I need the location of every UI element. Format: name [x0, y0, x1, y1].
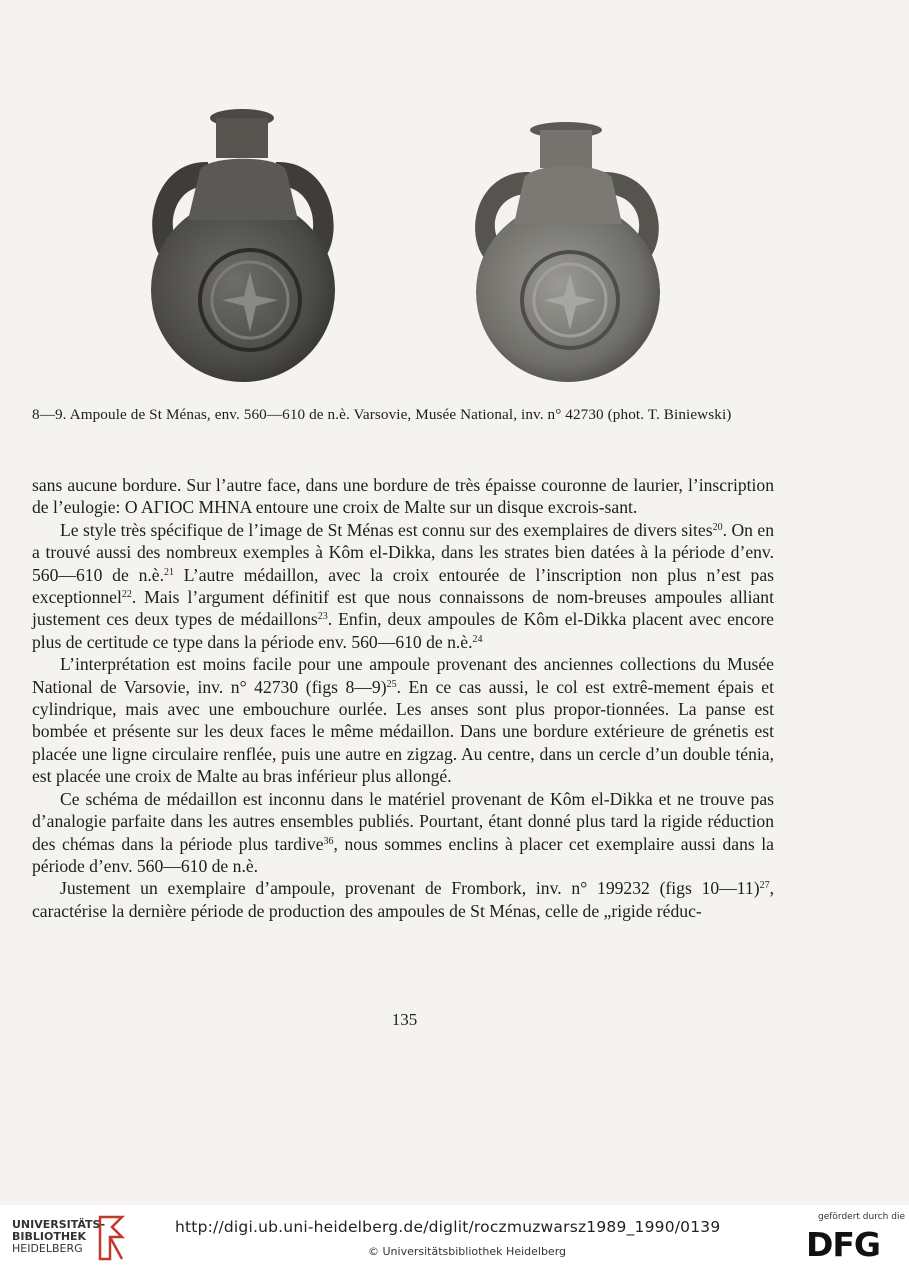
text-run: Le style très spécifique de l’image de St Ménas est connu sur des exemplaires de divers sites	[60, 519, 713, 540]
footnote-ref-22: 22	[121, 589, 132, 601]
text-run: , nous sommes enclins à placer cet exemplaire aussi dans la période d’env. 560—610 de n.è.	[32, 833, 774, 876]
library-emblem-icon	[94, 1213, 128, 1263]
figure-photographs	[0, 100, 909, 400]
text-run: , caractérise la dernière période de production des ampoules de St Ménas, celle de „rigide réduc-	[32, 878, 774, 921]
text-run: Ce schéma de médaillon est inconnu dans le matériel provenant de Kôm el-Dikka et ne trouve pas d’analogie parfaite dans les autres ensembles publiés. Pourtant, étant donné plus tard la rigide réduction des chémas dans la période plus tardive	[32, 788, 774, 854]
text-run: L’autre médaillon, avec la croix entourée de l’inscription non plus n’est pas exceptionnel	[32, 564, 774, 608]
article-body	[32, 474, 774, 922]
paragraph-5	[32, 877, 774, 922]
figure-caption: 8—9. Ampoule de St Ménas, env. 560—610 de n.è. Varsovie, Musée National, inv. n° 42730 (phot. T. Biniewski)	[32, 406, 732, 423]
footnote-ref-36: 36	[323, 835, 334, 847]
text-run: Justement un exemplaire d’ampoule, provenant de Frombork, inv. n° 199232 (figs 10—11)	[60, 878, 760, 899]
footnote-ref-23: 23	[317, 611, 328, 623]
footnote-ref-24: 24	[472, 633, 483, 645]
library-logo-text	[12, 1218, 106, 1255]
text-run: . En ce cas aussi, le col est extrê-mement épais et cylindrique, mais avec une embouchure ourlée. Les anses sont plus propor-tionnées. La panse est bombée et présente sur les deux faces le même médaillon. Dans une bordure extérieure de grénetis est placée une ligne circulaire renflée, puis une autre en zigzag. Au centre, dans un cercle d’un double ténia, est placée une croix de Malte au bras inférieur plus allongé.	[32, 676, 774, 787]
dfg-logo: DFG	[806, 1225, 881, 1264]
ampoule-photo-back	[462, 100, 672, 390]
footnote-ref-21: 21	[163, 566, 174, 578]
funding-note: gefördert durch die	[818, 1212, 905, 1222]
paragraph-4	[32, 788, 774, 878]
text-run: . On en a trouvé aussi des nombreux exemples à Kôm el-Dikka, dans les strates bien datées à la période d’env. 560—610 de n.è.	[32, 519, 774, 585]
text-run: . Mais l’argument définitif est que nous connaissons de nom-breuses ampoules alliant justement ces deux types de médaillons	[32, 587, 774, 630]
permalink-url[interactable]: http://digi.ub.uni-heidelberg.de/diglit/roczmuzwarsz1989_1990/0139	[175, 1218, 721, 1236]
library-name-line-2: BIBLIOTHEK	[12, 1230, 87, 1243]
paragraph-1: sans aucune bordure. Sur l’autre face, dans une bordure de très épaisse couronne de laurier, l’inscription de l’eulogie: Ο ΑΓΙΟC ΜΗΝΑ entoure une croix de Malte sur un disque excrois-sant.	[32, 475, 774, 518]
footnote-ref-25: 25	[386, 678, 397, 690]
page-number: 135	[391, 1010, 418, 1029]
footnote-ref-20: 20	[712, 521, 723, 533]
paragraph-2	[32, 519, 774, 653]
text-run: L’interprétation est moins facile pour une ampoule provenant des anciennes collections du Musée National de Varsovie, inv. n° 42730 (figs 8—9)	[32, 654, 774, 697]
paragraph-3	[32, 653, 774, 787]
ampoule-photo-front	[138, 100, 348, 390]
digitization-footer	[0, 1205, 909, 1268]
footnote-ref-27: 27	[759, 880, 770, 892]
text-run: . Enfin, deux ampoules de Kôm el-Dikka placent avec encore plus de certitude ce type dans la période env. 560—610 de n.è.	[32, 609, 774, 652]
copyright-notice: © Universitätsbibliothek Heidelberg	[368, 1245, 567, 1258]
library-name-line-1: UNIVERSITÄTS-	[12, 1218, 106, 1231]
library-name-line-3: HEIDELBERG	[12, 1242, 83, 1255]
